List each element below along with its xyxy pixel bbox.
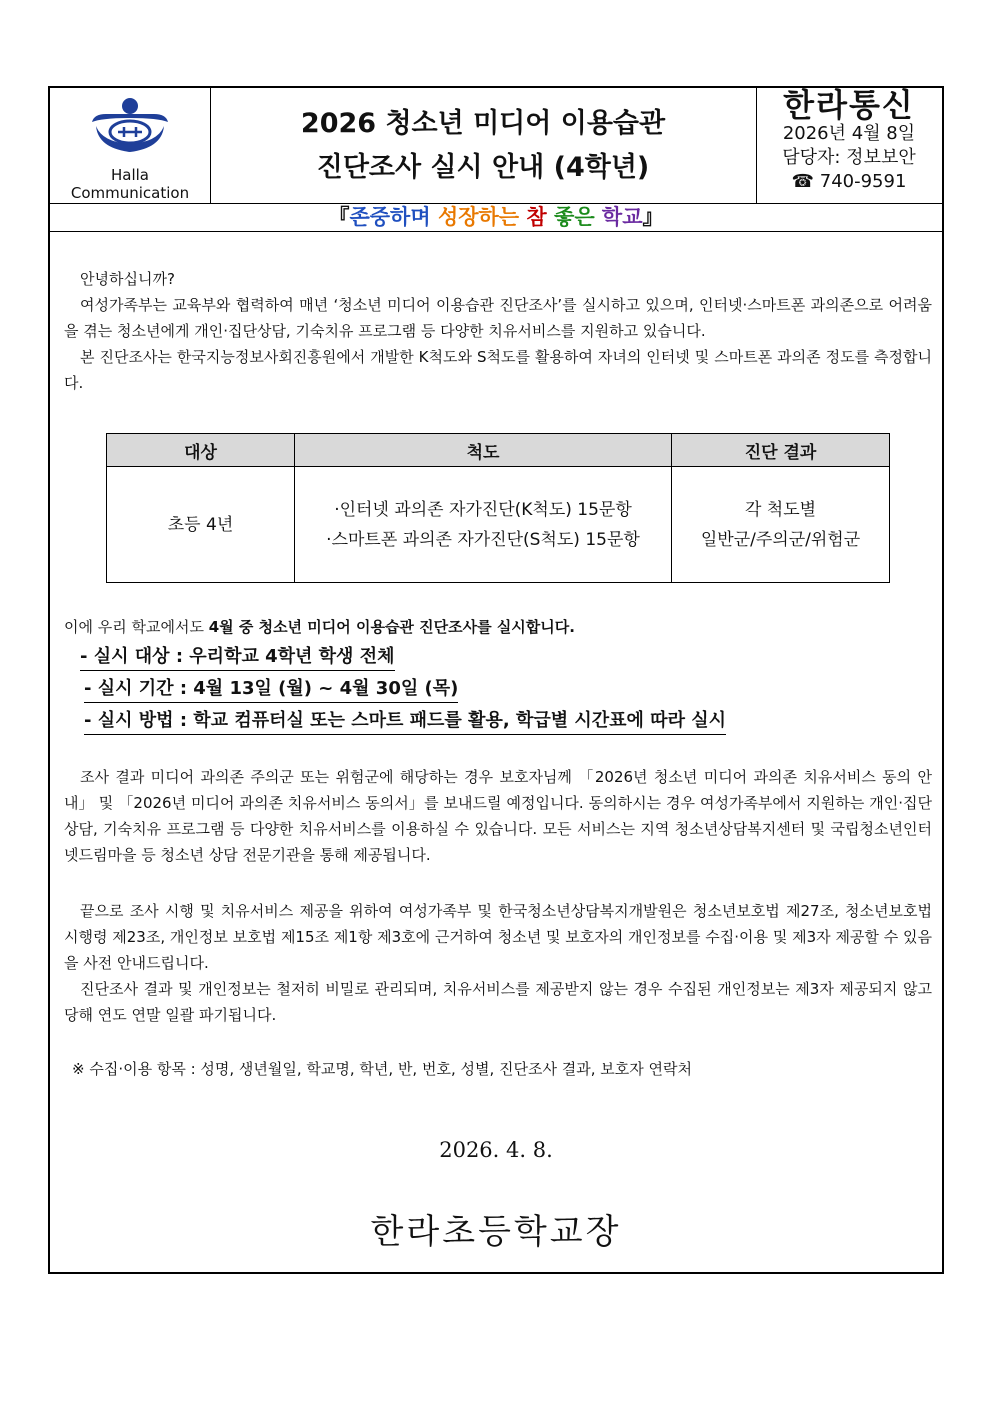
- scale-item-k: ·인터넷 과의존 자가진단(K척도) 15문항: [334, 499, 632, 520]
- consent-paragraph: [64, 764, 932, 868]
- table-header-target: 대상: [107, 434, 295, 467]
- table-cell-scale: [295, 467, 672, 583]
- title-line-2: 진단조사 실시 안내 (4학년): [316, 152, 650, 183]
- intro-paragraph-2: 본 진단조사는 한국지능정보사회진흥원에서 개발한 K척도와 S척도를 활용하여 자녀의 인터넷 및 스마트폰 과의존 정도를 측정합니다.: [64, 348, 932, 392]
- slogan-word-4: 좋은: [554, 205, 595, 229]
- paragraph-4: 끝으로 조사 시행 및 치유서비스 제공을 위하여 여성가족부 및 한국청소년상담복지개발원은 청소년보호법 제27조, 청소년보호법 시행령 제23조, 개인정보 보호법 제15조 제1항 제3호에 근거하여 청소년 및 보호자의 개인정보를 수집·이용 및 제3자 제공할 수 있음을 사전 안내드립니다.: [64, 902, 932, 972]
- school-slogan: [50, 203, 942, 232]
- item-period: - 실시 기간 : 4월 13일 (월) ~ 4월 30일 (목): [84, 676, 458, 703]
- announcement: [64, 614, 932, 640]
- slogan-word-2: 성장하는: [437, 205, 520, 229]
- slogan-word-1: 존중하며: [349, 205, 431, 229]
- logo-text-halla: Halla: [111, 166, 149, 184]
- survey-info-table: [106, 433, 890, 583]
- info-cell: [756, 88, 942, 203]
- newsletter-title: 한라통신: [783, 86, 915, 124]
- slogan-word-3: 참: [526, 205, 547, 229]
- privacy-section: [64, 898, 932, 1028]
- announcement-bold: 4월 중 청소년 미디어 이용습관 진단조사를 실시합니다.: [208, 618, 575, 636]
- logo-text-communication: Communication: [70, 184, 190, 202]
- announcement-prefix: 이에 우리 학교에서도: [64, 618, 209, 636]
- table-row: [107, 467, 890, 583]
- table-header-result: 진단 결과: [672, 434, 890, 467]
- header-box: [50, 88, 942, 204]
- table-header-scale: 척도: [295, 434, 672, 467]
- table-cell-target: 초등 4년: [107, 467, 295, 583]
- intro-paragraph-1: 여성가족부는 교육부와 협력하여 매년 ‘청소년 미디어 이용습관 진단조사’를 실시하고 있으며, 인터넷·스마트폰 과의존으로 어려움을 겪는 청소년에게 개인·집단상담, 기숙치유 프로그램 등 다양한 치유서비스를 지원하고 있습니다.: [64, 296, 932, 340]
- collection-note: ※ 수집·이용 항목 : 성명, 생년월일, 학교명, 학년, 반, 번호, 성별, 진단조사 결과, 보호자 연락처: [72, 1060, 692, 1078]
- slogan-word-5: 학교: [601, 205, 643, 229]
- table-header-row: [107, 434, 890, 467]
- contact-person: 담당자: 정보보안: [782, 147, 916, 168]
- paragraph-5: 진단조사 결과 및 개인정보는 철저히 비밀로 관리되며, 치유서비스를 제공받지 않는 경우 수집된 개인정보는 제3자 제공되지 않고 당해 연도 연말 일괄 파기됩니다.: [64, 980, 932, 1024]
- title-cell: [210, 88, 757, 203]
- result-line-2: 일반군/주의군/위험군: [700, 529, 861, 550]
- paragraph-3: 조사 결과 미디어 과의존 주의군 또는 위험군에 해당하는 경우 보호자님께 「2026년 청소년 미디어 과의존 치유서비스 동의 안내」 및 「2026년 미디어 과의존 치유서비스 동의서」를 보내드릴 예정입니다. 동의하시는 경우 여성가족부에서 지원하는 개인·집단상담, 기숙치유 프로그램 등 다양한 치유서비스를 이용하실 수 있습니다. 모든 서비스는 지역 청소년상담복지센터 및 국립청소년인터넷드림마을 등 청소년 상담 전문기관을 통해 제공됩니다.: [64, 768, 932, 864]
- table-cell-result: [672, 467, 890, 583]
- principal-signature: 한라초등학교장: [370, 1212, 622, 1252]
- item-target: - 실시 대상 : 우리학교 4학년 학생 전체: [80, 644, 395, 671]
- phone-number: ☎ 740-9591: [791, 171, 907, 192]
- issue-date-footer: 2026. 4. 8.: [439, 1138, 553, 1162]
- school-logo-icon: [88, 96, 172, 158]
- slogan-bracket-open: 『: [328, 205, 350, 229]
- scale-item-s: ·스마트폰 과의존 자가진단(S척도) 15문항: [326, 529, 640, 550]
- logo-cell: [50, 88, 211, 203]
- issue-date: 2026년 4월 8일: [782, 123, 916, 144]
- intro-section: [64, 266, 932, 396]
- slogan-bracket-close: 』: [642, 205, 664, 229]
- result-line-1: 각 척도별: [744, 499, 817, 520]
- greeting: 안녕하십니까?: [80, 270, 175, 288]
- item-method: - 실시 방법 : 학교 컴퓨터실 또는 스마트 패드를 활용, 학급별 시간표에 따라 실시: [84, 708, 726, 735]
- title-line-1: 2026 청소년 미디어 이용습관: [300, 108, 666, 139]
